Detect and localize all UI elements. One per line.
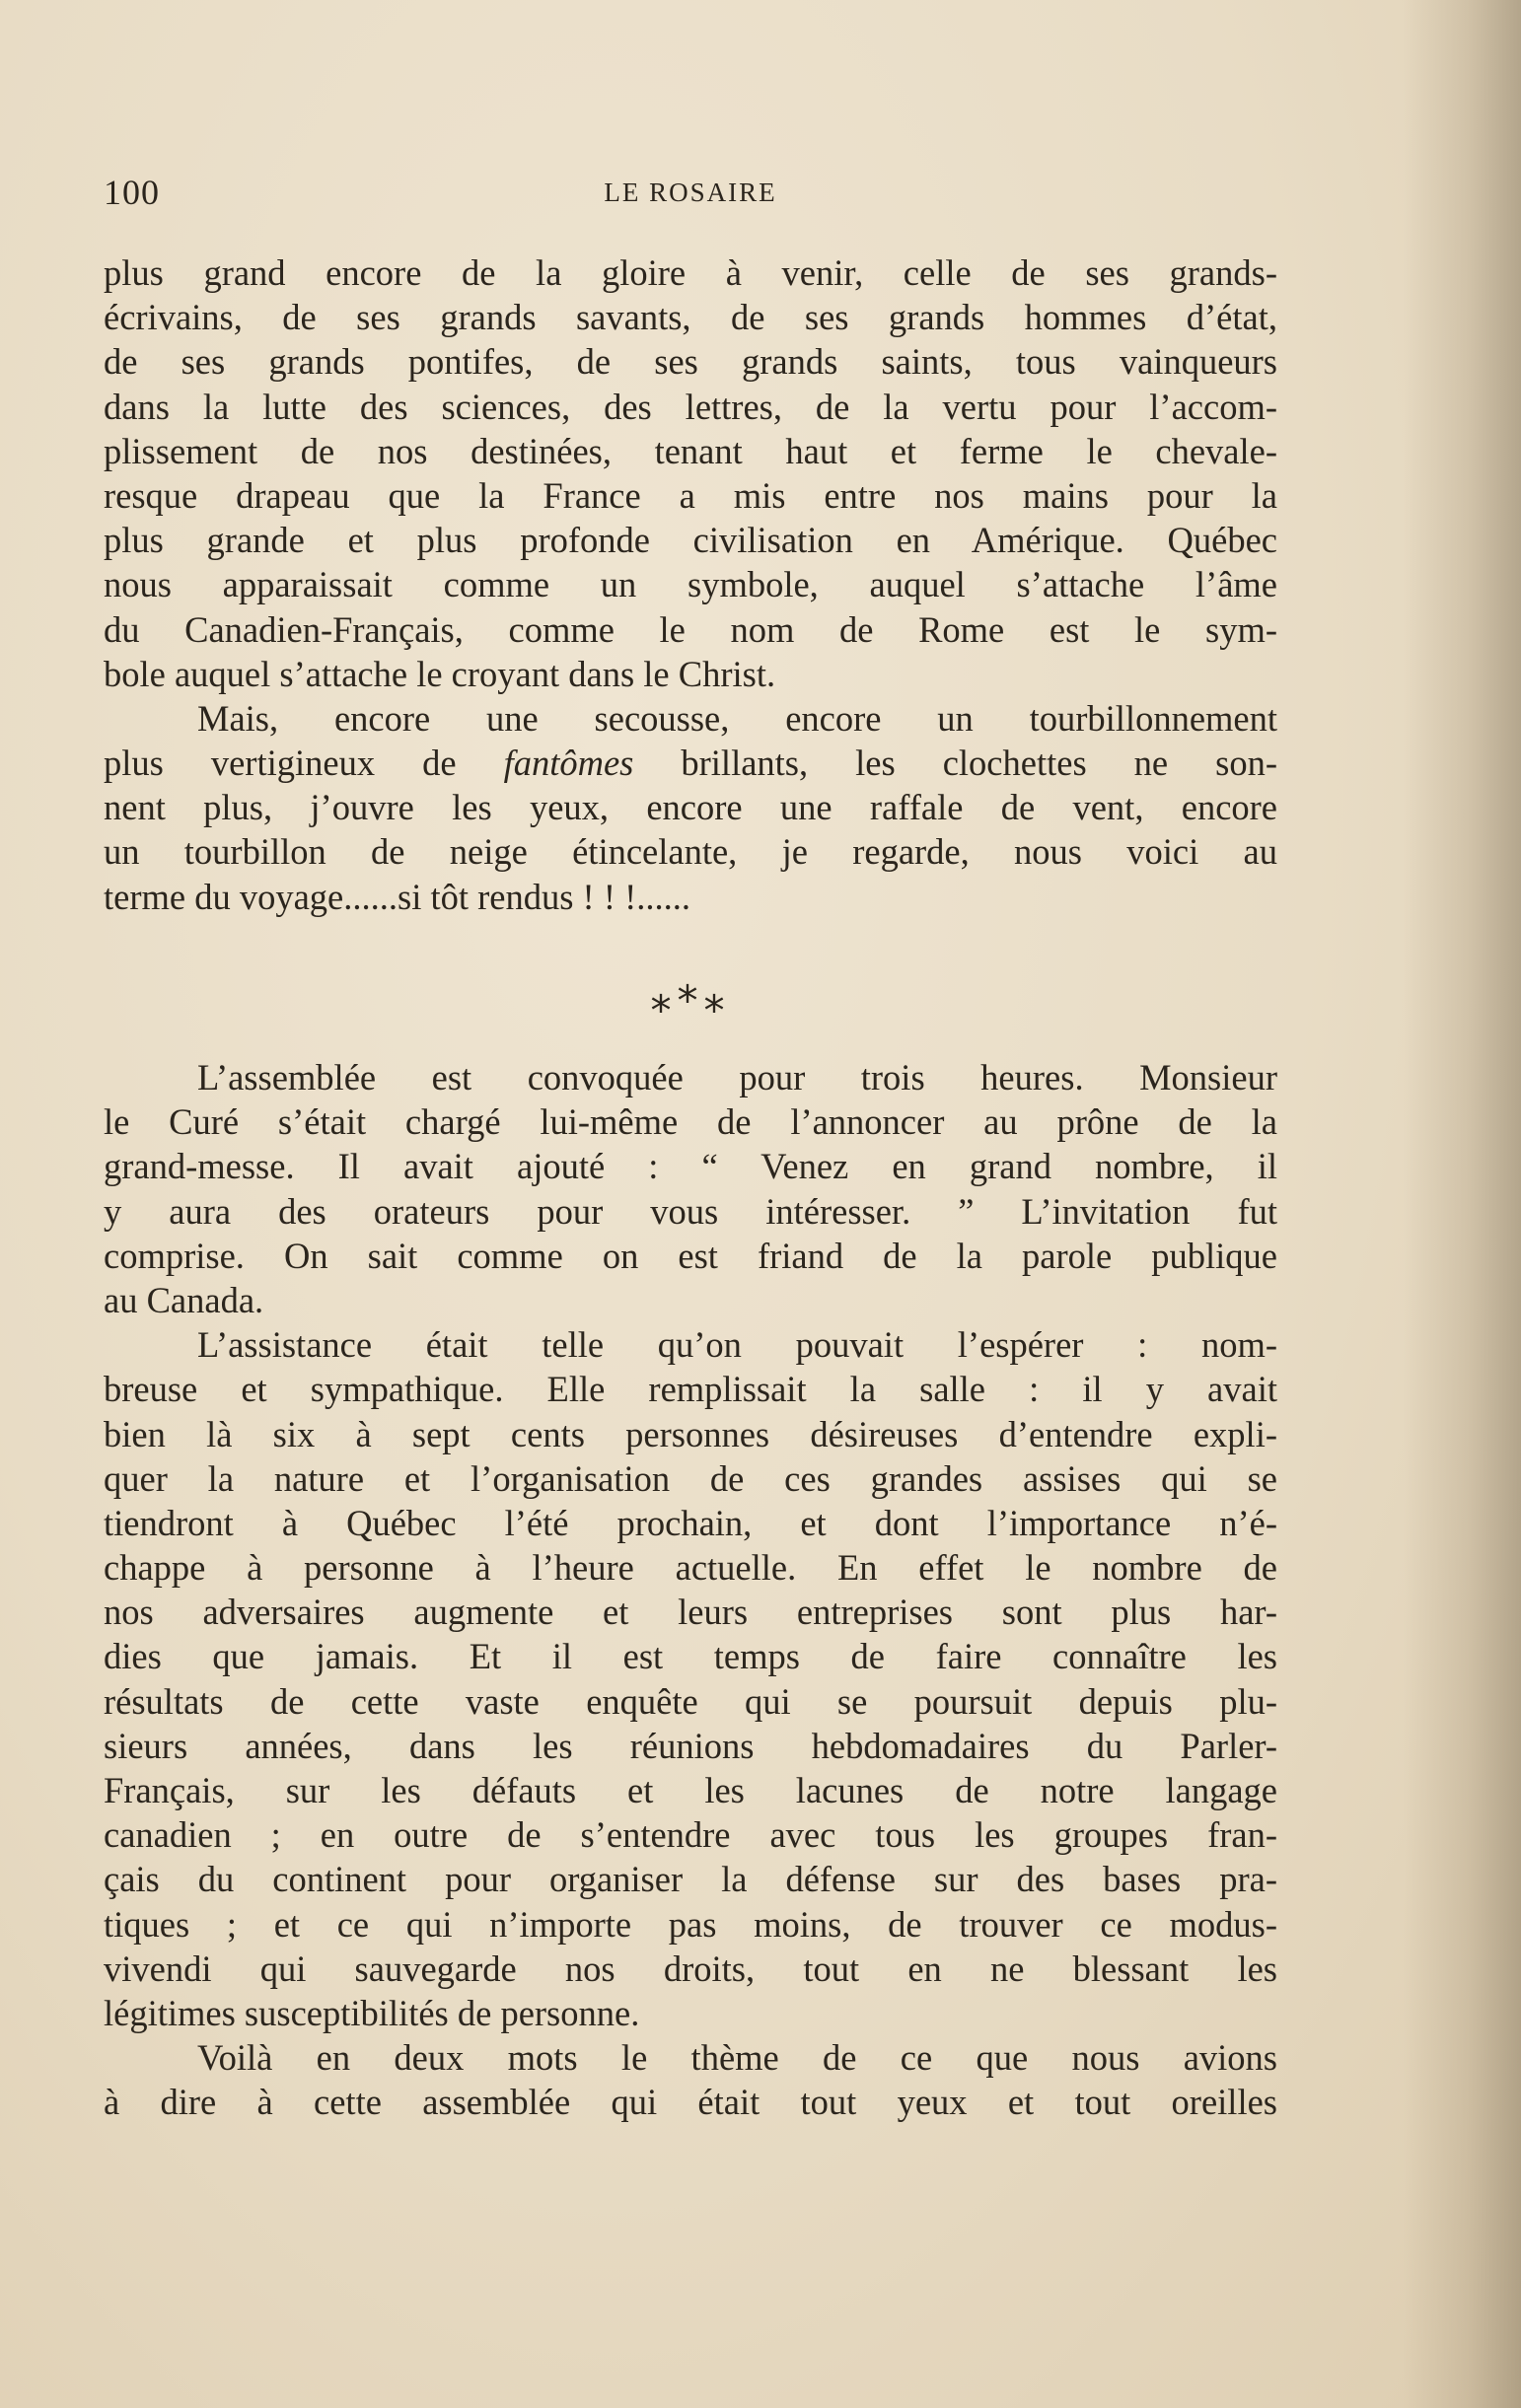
text-block-lower	[104, 1055, 1277, 2125]
text-line: grand-messe. Il avait ajouté : “ Venez en grand nombre, il	[104, 1146, 1277, 1187]
text-line: Mais, encore une secousse, encore un tourbillonnement	[197, 697, 1277, 739]
text-line: de ses grands pontifes, de ses grands saints, tous vainqueurs	[104, 341, 1277, 383]
text-line: légitimes susceptibilités de personne.	[104, 1992, 640, 2033]
text-line: Voilà en deux mots le thème de ce que nous avions	[197, 2037, 1277, 2079]
text-line: y aura des orateurs pour vous intéresser. ” L’invitation fut	[104, 1190, 1277, 1232]
text-line: quer la nature et l’organisation de ces grandes assises qui se	[104, 1457, 1277, 1499]
text-line: sieurs années, dans les réunions hebdomadaires du Parler-	[104, 1725, 1277, 1766]
asterisk-left: *	[650, 986, 678, 1034]
text-line: nous apparaissait comme un symbole, auquel s’attache l’âme	[104, 564, 1277, 605]
text-line: L’assistance était telle qu’on pouvait l’espérer : nom-	[197, 1324, 1277, 1366]
text-segment: plus vertigineux de	[104, 743, 504, 784]
text-line: Français, sur les défauts et les lacunes de notre langage	[104, 1770, 1277, 1810]
text-line: tiendront à Québec l’été prochain, et dont l’importance n’é-	[104, 1502, 1277, 1543]
text-line: dans la lutte des sciences, des lettres, de la vertu pour l’accom-	[104, 386, 1277, 427]
text-line: chappe à personne à l’heure actuelle. En effet le nombre de	[104, 1547, 1277, 1589]
asterisk-middle: *	[677, 976, 704, 1025]
text-segment: brillants, les clochettes ne son-	[633, 743, 1277, 784]
text-line: plus grande et plus profonde civilisation en Amérique. Québec	[104, 520, 1277, 561]
text-line: résultats de cette vaste enquête qui se poursuit depuis plu-	[104, 1680, 1277, 1722]
asterisk-right: *	[703, 986, 731, 1034]
text-line: L’assemblée est convoquée pour trois heures. Monsieur	[197, 1057, 1277, 1098]
text-line: plissement de nos destinées, tenant haut et ferme le chevale-	[104, 430, 1277, 471]
text-line-with-italic	[104, 741, 1277, 785]
text-line: tiques ; et ce qui n’importe pas moins, de trouver ce modus-	[104, 1903, 1277, 1945]
text-line: bien là six à sept cents personnes désireuses d’entendre expli-	[104, 1413, 1277, 1454]
text-line: le Curé s’était chargé lui-même de l’annoncer au prône de la	[104, 1101, 1277, 1143]
text-line: au Canada.	[104, 1279, 264, 1320]
italic-word: fantômes	[503, 743, 634, 784]
running-title: LE ROSAIRE	[604, 177, 777, 207]
page-gutter-shadow	[1403, 0, 1521, 2408]
section-break-asterism	[104, 976, 1277, 1034]
text-line: dies que jamais. Et il est temps de faire connaître les	[104, 1636, 1277, 1677]
text-line: terme du voyage......si tôt rendus ! ! !......	[104, 876, 691, 917]
text-block-upper	[104, 250, 1277, 919]
text-line: comprise. On sait comme on est friand de la parole publique	[104, 1235, 1277, 1276]
text-line: écrivains, de ses grands savants, de ses grands hommes d’état,	[104, 297, 1277, 338]
text-line: à dire à cette assemblée qui était tout yeux et tout oreilles	[104, 2082, 1277, 2123]
text-line: vivendi qui sauvegarde nos droits, tout en ne blessant les	[104, 1948, 1277, 1989]
text-line: du Canadien-Français, comme le nom de Rome est le sym-	[104, 608, 1277, 650]
text-line: resque drapeau que la France a mis entre nos mains pour la	[104, 474, 1277, 516]
text-line: çais du continent pour organiser la défense sur des bases pra-	[104, 1859, 1277, 1900]
page-header	[104, 172, 1277, 215]
text-line: un tourbillon de neige étincelante, je regarde, nous voici au	[104, 831, 1277, 873]
text-line: canadien ; en outre de s’entendre avec tous les groupes fran-	[104, 1814, 1277, 1856]
text-line: bole auquel s’attache le croyant dans le Christ.	[104, 653, 776, 694]
text-line: nos adversaires augmente et leurs entreprises sont plus har-	[104, 1592, 1277, 1633]
text-line: plus grand encore de la gloire à venir, celle de ses grands-	[104, 252, 1277, 293]
page-number: 100	[104, 173, 160, 212]
text-line: nent plus, j’ouvre les yeux, encore une raffale de vent, encore	[104, 787, 1277, 828]
text-line: breuse et sympathique. Elle remplissait la salle : il y avait	[104, 1369, 1277, 1410]
